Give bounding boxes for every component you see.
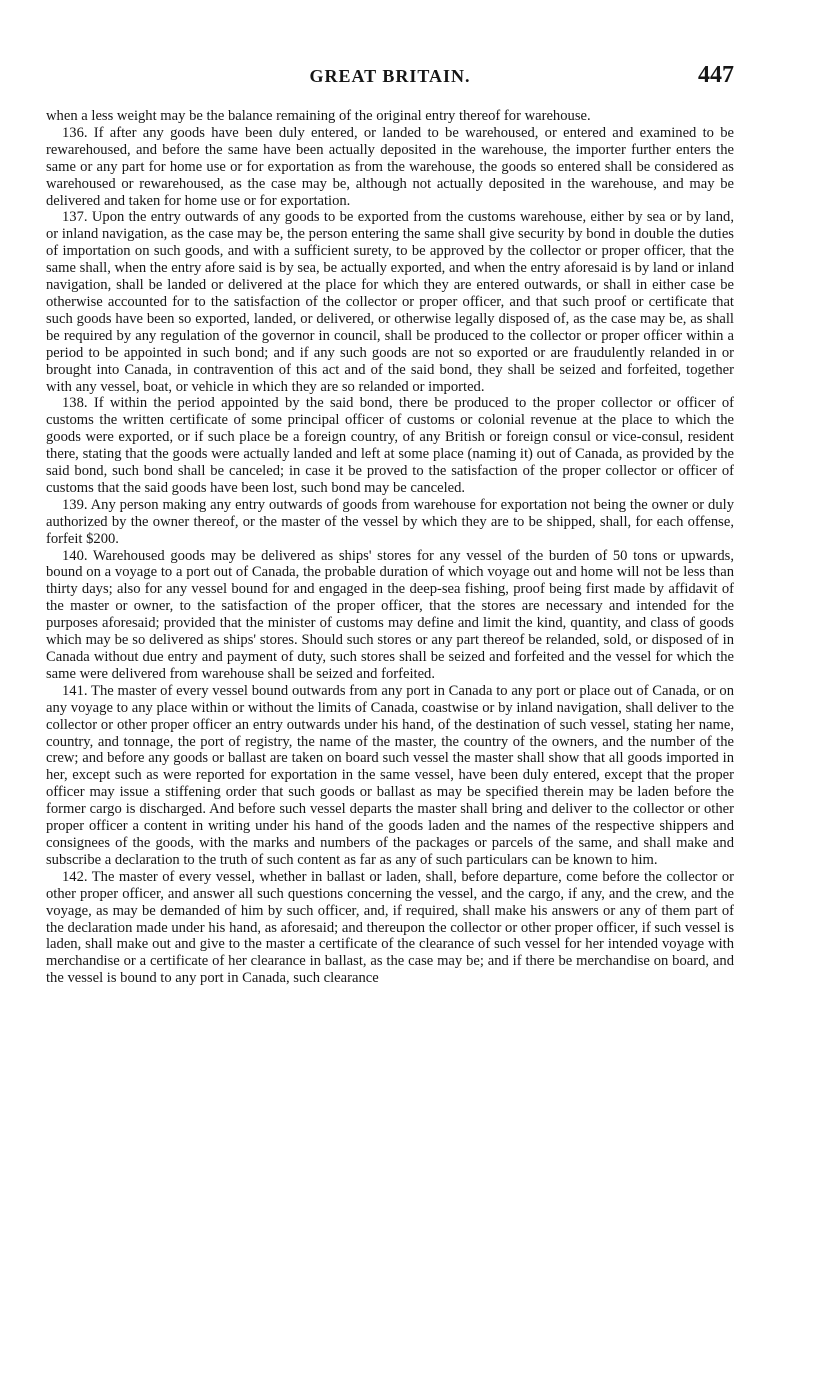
running-head: GREAT BRITAIN. xyxy=(309,66,471,86)
paragraph-continuation: when a less weight may be the balance remaining of the original entry thereof for warehouse. xyxy=(46,108,591,124)
section-138: 138. If within the period appointed by the said bond, there be produced to the proper collector or officer of customs the written certificate of some principal officer of customs or colonial revenue at the place to which the goods were exported, or if such place be a foreign country, of any British or foreign consul or vice-consul, resident there, stating that the goods were actually landed and left at some place (naming it) out of Canada, as provided by the said bond, such bond shall be canceled; in case it be proved to the satisfaction of the proper collector or officer of customs that the said goods have been lost, such bond may be canceled. xyxy=(46,395,734,496)
section-141: 141. The master of every vessel bound outwards from any port in Canada to any port or place out of Canada, or on any voyage to any place within or without the limits of Canada, coastwise or by inland navigation, shall deliver to the collector or other proper officer an entry outwards under his hand, of the destination of such vessel, stating her name, country, and tonnage, the port of registry, the name of the master, the country of the owners, and the number of the crew; and before any goods or ballast are taken on board such vessel the master shall show that all goods imported in her, except such as were reported for exportation in the same vessel, have been duly entered, except that the proper officer may issue a stiffening order that such goods or ballast as may be specified therein may be laden before the former cargo is discharged. And before such vessel departs the master shall bring and deliver to the collector or other proper officer a content in writing under his hand of the goods laden and the names of the respective shippers and consignees of the goods, with the marks and numbers of the packages or parcels of the same, and shall make and subscribe a declaration to the truth of such content as far as any of such particulars can be known to him. xyxy=(46,682,734,868)
section-142: 142. The master of every vessel, whether in ballast or laden, shall, before departure, come before the collector or other proper officer, and answer all such questions concerning the vessel, and the cargo, if any, and the crew, and the voyage, as may be demanded of him by such officer, and, if required, shall make his answers or any of them part of the declaration made under his hand, as aforesaid; and thereupon the collector or other proper officer, if such vessel is laden, shall make out and give to the master a certificate of the clearance of such vessel for her intended voyage with merchandise or a certificate of her clearance in ballast, as the case may be; and if there be merchandise on board, and the vessel is bound to any port in Canada, such clearance xyxy=(46,868,734,987)
body-text xyxy=(46,108,734,987)
section-136: 136. If after any goods have been duly entered, or landed to be warehoused, or entered and examined to be rewarehoused, and before the same have been actually deposited in the warehouse, the importer further enters the same or any part for home use or for exportation as from the warehouse, the goods so entered shall be considered as warehoused or rewarehoused, as the case may be, although not actually deposited in the warehouse, and may be delivered and taken for home use or for exportation. xyxy=(46,124,734,209)
document-page xyxy=(46,62,734,987)
section-137: 137. Upon the entry outwards of any goods to be exported from the customs warehouse, either by sea or by land, or inland navigation, as the case may be, the person entering the same shall give security by bond in double the duties of importation on such goods, and with a sufficient surety, to be approved by the collector or proper officer, that the same shall, when the entry afore said is by sea, be actually exported, and when the entry aforesaid is by land or inland navigation, shall be landed or delivered at the place for which they are entered outwards, or shall in either case be otherwise accounted for to the satisfaction of the collector or proper officer, and that such proof or certificate that such goods have been so exported, landed, or delivered, or otherwise legally disposed of, as the case may be, as shall be required by any regulation of the governor in council, shall be produced to the collector or proper officer within a period to be appointed in such bond; and if any such goods are not so exported or are fraudulently relanded in or brought into Canada, in contravention of this act and of the said bond, they shall be seized and forfeited, together with any vessel, boat, or vehicle in which they are so relanded or imported. xyxy=(46,209,734,395)
page-number: 447 xyxy=(698,62,734,88)
section-139: 139. Any person making any entry outwards of goods from warehouse for exportation not being the owner or duly authorized by the owner thereof, or the master of the vessel by which they are to be shipped, shall, for each offense, forfeit $200. xyxy=(46,496,734,547)
section-140: 140. Warehoused goods may be delivered as ships' stores for any vessel of the burden of 50 tons or upwards, bound on a voyage to a port out of Canada, the probable duration of which voyage out and home will not be less than thirty days; also for any vessel bound for and engaged in the deep-sea fishing, proof being first made by affidavit of the master or owner, to the satisfaction of the proper officer, that the stores are necessary and intended for the purposes aforesaid; provided that the minister of customs may define and limit the kind, quantity, and class of goods which may be so delivered as ships' stores. Should such stores or any part thereof be relanded, sold, or disposed of in Canada without due entry and payment of duty, such stores shall be seized and forfeited and the vessel for which the same were delivered from warehouse shall be seized and forfeited. xyxy=(46,547,734,682)
page-header xyxy=(46,62,734,108)
